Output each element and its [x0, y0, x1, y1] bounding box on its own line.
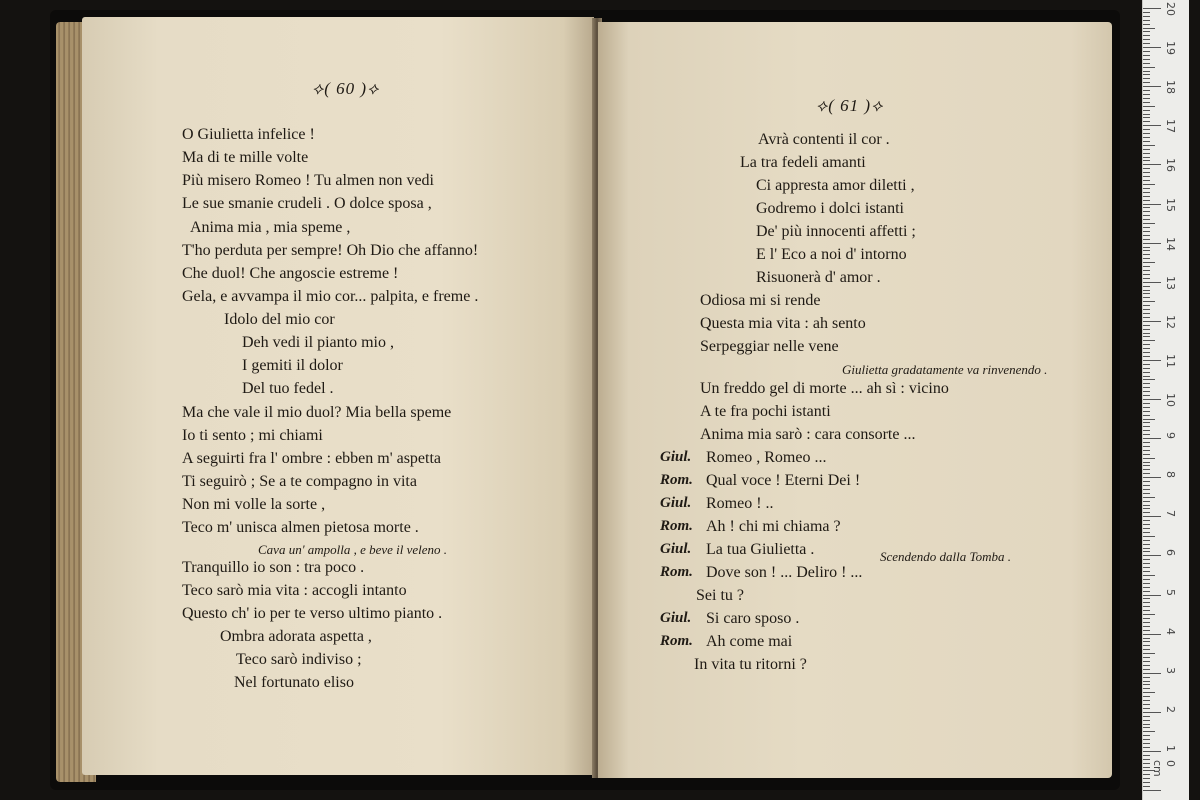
text-line: Anima mia , mia speme ,	[190, 219, 351, 236]
text-line: E l' Eco a noi d' intorno	[756, 246, 907, 263]
ruler-minor-tick	[1143, 20, 1150, 21]
ruler-minor-tick	[1143, 344, 1150, 345]
ruler-minor-tick	[1143, 227, 1150, 228]
ruler-minor-tick	[1143, 258, 1150, 259]
ruler-minor-tick	[1143, 563, 1150, 564]
ruler-minor-tick	[1143, 544, 1150, 545]
ruler-minor-tick	[1143, 505, 1150, 506]
ruler-label: 13	[1164, 275, 1177, 290]
ruler-minor-tick	[1143, 735, 1150, 736]
ruler-minor-tick	[1143, 305, 1150, 306]
ruler-minor-tick	[1143, 71, 1150, 72]
ruler-tick	[1143, 712, 1161, 713]
speaker-label: Giul.	[660, 449, 692, 465]
ruler-minor-tick	[1143, 117, 1150, 118]
ruler-minor-tick	[1143, 532, 1150, 533]
ruler-minor-tick	[1143, 207, 1150, 208]
ruler-minor-tick	[1143, 262, 1155, 263]
ruler-minor-tick	[1143, 442, 1150, 443]
ruler-minor-tick	[1143, 223, 1155, 224]
ruler-label: 4	[1164, 627, 1177, 635]
ruler-minor-tick	[1143, 395, 1150, 396]
ruler-minor-tick	[1143, 708, 1150, 709]
ruler-minor-tick	[1143, 536, 1155, 537]
text-line: Ti seguirò ; Se a te compagno in vita	[182, 473, 417, 490]
ruler-minor-tick	[1143, 51, 1150, 52]
ruler-tick	[1143, 555, 1161, 556]
ruler-minor-tick	[1143, 618, 1150, 619]
ruler-minor-tick	[1143, 641, 1150, 642]
ruler-minor-tick	[1143, 481, 1150, 482]
text-line: Ma di te mille volte	[182, 149, 309, 166]
ruler-minor-tick	[1143, 677, 1150, 678]
ruler-minor-tick	[1143, 387, 1150, 388]
ruler-minor-tick	[1143, 688, 1150, 689]
ruler-minor-tick	[1143, 649, 1150, 650]
ruler-tick	[1143, 751, 1161, 752]
ornament-left: ⟡(	[816, 96, 841, 115]
ruler-minor-tick	[1143, 133, 1150, 134]
ruler-minor-tick	[1143, 82, 1150, 83]
text-line: Questa mia vita : ah sento	[700, 315, 866, 332]
ruler-tick	[1143, 673, 1161, 674]
text-line: Anima mia sarò : cara consorte ...	[700, 426, 916, 443]
text-line: T'ho perduta per sempre! Oh Dio che affanno!	[182, 242, 479, 259]
ruler-minor-tick	[1143, 415, 1150, 416]
ruler-minor-tick	[1143, 286, 1150, 287]
ruler-minor-tick	[1143, 160, 1150, 161]
ruler-minor-tick	[1143, 293, 1150, 294]
ruler-minor-tick	[1143, 94, 1150, 95]
dialogue-line: Sei tu ?	[696, 587, 744, 604]
dialogue-line: Romeo ! ..	[706, 495, 774, 512]
ruler-minor-tick	[1143, 266, 1150, 267]
ruler-minor-tick	[1143, 333, 1150, 334]
ruler-label: 14	[1164, 236, 1177, 251]
ruler-minor-tick	[1143, 759, 1150, 760]
ruler-minor-tick	[1143, 692, 1155, 693]
ruler-minor-tick	[1143, 704, 1150, 705]
ruler-minor-tick	[1143, 411, 1150, 412]
text-line: Godremo i dolci istanti	[756, 200, 904, 217]
ruler-minor-tick	[1143, 35, 1150, 36]
ruler-minor-tick	[1143, 141, 1150, 142]
ruler-minor-tick	[1143, 727, 1150, 728]
ruler-tick	[1143, 204, 1161, 205]
dialogue-line: Dove son ! ... Deliro ! ...	[706, 564, 863, 581]
text-line: Le sue smanie crudeli . O dolce sposa ,	[182, 195, 432, 212]
ruler-minor-tick	[1143, 583, 1150, 584]
text-line: Ombra adorata aspetta ,	[220, 628, 372, 645]
ruler-minor-tick	[1143, 497, 1155, 498]
ruler-label: 9	[1164, 432, 1177, 440]
ruler-minor-tick	[1143, 168, 1150, 169]
ruler-tick	[1143, 86, 1161, 87]
ruler-label: 19	[1164, 41, 1177, 56]
speaker-label: Rom.	[660, 472, 693, 488]
ruler-tick	[1143, 634, 1161, 635]
ruler-minor-tick	[1143, 782, 1150, 783]
ruler-minor-tick	[1143, 434, 1150, 435]
text-line: La tra fedeli amanti	[740, 154, 866, 171]
ruler-minor-tick	[1143, 74, 1150, 75]
ruler-minor-tick	[1143, 462, 1150, 463]
ruler-minor-tick	[1143, 681, 1150, 682]
ruler-minor-tick	[1143, 78, 1150, 79]
ruler-minor-tick	[1143, 192, 1150, 193]
text-line: Più misero Romeo ! Tu almen non vedi	[182, 172, 434, 189]
ruler-minor-tick	[1143, 465, 1150, 466]
text-line: Teco sarò indiviso ;	[236, 651, 362, 668]
ruler-minor-tick	[1143, 489, 1150, 490]
ruler-minor-tick	[1143, 313, 1150, 314]
text-line: I gemiti il dolor	[242, 357, 343, 374]
ruler-tick	[1143, 321, 1161, 322]
ruler-minor-tick	[1143, 106, 1155, 107]
ruler-tick	[1143, 790, 1161, 791]
ruler-minor-tick	[1143, 372, 1150, 373]
text-line: De' più innocenti affetti ;	[756, 223, 916, 240]
ruler-label: 20	[1164, 2, 1177, 16]
text-line: Del tuo fedel .	[242, 380, 334, 397]
ruler-minor-tick	[1143, 235, 1150, 236]
ruler-minor-tick	[1143, 55, 1150, 56]
ruler-minor-tick	[1143, 59, 1150, 60]
ruler-minor-tick	[1143, 356, 1150, 357]
ruler-minor-tick	[1143, 512, 1150, 513]
ruler-minor-tick	[1143, 114, 1150, 115]
ruler-minor-tick	[1143, 145, 1155, 146]
stage-direction: Cava un' ampolla , e beve il veleno .	[258, 542, 448, 557]
ruler-minor-tick	[1143, 188, 1150, 189]
ruler-minor-tick	[1143, 551, 1150, 552]
ruler-minor-tick	[1143, 39, 1150, 40]
ruler-minor-tick	[1143, 290, 1150, 291]
text-line: Avrà contenti il cor .	[758, 131, 890, 148]
speaker-label: Rom.	[660, 633, 693, 649]
ornament-left: ⟡(	[312, 79, 337, 98]
speaker-label: Giul.	[660, 495, 692, 511]
text-line: Tranquillo io son : tra poco .	[182, 559, 365, 576]
dialogue-line: Romeo , Romeo ...	[706, 449, 827, 466]
ruler-tick	[1143, 243, 1161, 244]
right-page	[598, 22, 1112, 778]
ruler-minor-tick	[1143, 473, 1150, 474]
ruler-label: 17	[1164, 119, 1177, 134]
ruler-minor-tick	[1143, 493, 1150, 494]
ruler-tick	[1143, 47, 1161, 48]
ruler-minor-tick	[1143, 336, 1150, 337]
ruler-minor-tick	[1143, 43, 1150, 44]
ruler-minor-tick	[1143, 684, 1150, 685]
ruler-minor-tick	[1143, 755, 1150, 756]
ruler-minor-tick	[1143, 180, 1150, 181]
ruler-minor-tick	[1143, 524, 1150, 525]
ruler-minor-tick	[1143, 301, 1155, 302]
ruler-minor-tick	[1143, 352, 1150, 353]
ruler-minor-tick	[1143, 247, 1150, 248]
ruler-minor-tick	[1143, 665, 1150, 666]
ornament-right: )⟡	[859, 96, 884, 115]
ruler-minor-tick	[1143, 297, 1150, 298]
ruler-minor-tick	[1143, 137, 1150, 138]
ruler-minor-tick	[1143, 696, 1150, 697]
ruler-tick	[1143, 282, 1161, 283]
text-line: A te fra pochi istanti	[700, 403, 831, 420]
ruler-label: 15	[1164, 197, 1177, 212]
speaker-label: Rom.	[660, 564, 693, 580]
text-line: Un freddo gel di morte ... ah sì : vicino	[700, 380, 949, 397]
ruler-minor-tick	[1143, 364, 1150, 365]
ruler-minor-tick	[1143, 157, 1150, 158]
ruler-minor-tick	[1143, 153, 1150, 154]
ruler-minor-tick	[1143, 325, 1150, 326]
ruler-minor-tick	[1143, 383, 1150, 384]
speaker-label: Giul.	[660, 541, 692, 557]
ruler-minor-tick	[1143, 379, 1155, 380]
ruler-minor-tick	[1143, 763, 1150, 764]
ruler-minor-tick	[1143, 368, 1150, 369]
ruler-minor-tick	[1143, 121, 1150, 122]
ruler-minor-tick	[1143, 16, 1150, 17]
ruler-minor-tick	[1143, 458, 1155, 459]
ruler-minor-tick	[1143, 340, 1155, 341]
ruler-minor-tick	[1143, 215, 1150, 216]
text-line: Ci appresta amor diletti ,	[756, 177, 915, 194]
ruler-minor-tick	[1143, 501, 1150, 502]
ruler-minor-tick	[1143, 669, 1150, 670]
text-line: Idolo del mio cor	[224, 311, 335, 328]
left-page-number-value: 60	[336, 79, 356, 98]
ruler-tick	[1143, 164, 1161, 165]
text-line: Odiosa mi si rende	[700, 292, 821, 309]
ruler-minor-tick	[1143, 630, 1150, 631]
ruler-minor-tick	[1143, 774, 1150, 775]
dialogue-line: Ah come mai	[706, 633, 793, 650]
ruler-tick	[1143, 516, 1161, 517]
ruler-minor-tick	[1143, 786, 1150, 787]
ruler-minor-tick	[1143, 31, 1150, 32]
ruler-label: 18	[1164, 80, 1177, 95]
ruler-minor-tick	[1143, 422, 1150, 423]
text-line: O Giulietta infelice !	[182, 126, 315, 143]
ruler-label: 5	[1164, 588, 1177, 596]
left-page	[82, 17, 594, 775]
text-line: Gela, e avvampa il mio cor... palpita, e freme .	[182, 288, 479, 305]
ruler-minor-tick	[1143, 567, 1150, 568]
ruler-minor-tick	[1143, 270, 1150, 271]
ruler-minor-tick	[1143, 778, 1150, 779]
text-line: Non mi volle la sorte ,	[182, 496, 326, 513]
right-page-number	[816, 94, 883, 117]
text-line: Serpeggiar nelle vene	[700, 338, 839, 355]
ruler-minor-tick	[1143, 571, 1150, 572]
ruler-minor-tick	[1143, 376, 1150, 377]
ruler-tick	[1143, 438, 1161, 439]
dialogue-line: Ah ! chi mi chiama ?	[706, 518, 841, 535]
ruler-minor-tick	[1143, 211, 1150, 212]
ruler-label: 10	[1164, 393, 1177, 407]
ruler-label: 6	[1164, 549, 1177, 557]
ruler-minor-tick	[1143, 446, 1150, 447]
ruler-label: 8	[1164, 471, 1177, 479]
ruler-minor-tick	[1143, 426, 1150, 427]
ruler-minor-tick	[1143, 610, 1150, 611]
ruler-minor-tick	[1143, 657, 1150, 658]
text-line: Deh vedi il pianto mio ,	[242, 334, 394, 351]
ruler-label: 11	[1164, 353, 1177, 368]
ruler-minor-tick	[1143, 700, 1150, 701]
ruler-minor-tick	[1143, 403, 1150, 404]
ruler-minor-tick	[1143, 469, 1150, 470]
ruler-minor-tick	[1143, 661, 1150, 662]
ruler-minor-tick	[1143, 12, 1150, 13]
text-line: Ma che vale il mio duol? Mia bella speme	[182, 404, 452, 421]
dialogue-line: La tua Giulietta .	[706, 541, 815, 558]
dialogue-line: Qual voce ! Eterni Dei !	[706, 472, 861, 489]
ruler-minor-tick	[1143, 67, 1155, 68]
dialogue-line: In vita tu ritorni ?	[694, 656, 807, 673]
text-line: Io ti sento ; mi chiami	[182, 427, 323, 444]
ruler-minor-tick	[1143, 638, 1150, 639]
speaker-label: Giul.	[660, 610, 692, 626]
ruler-minor-tick	[1143, 645, 1150, 646]
ruler-minor-tick	[1143, 184, 1155, 185]
ruler-minor-tick	[1143, 653, 1155, 654]
ruler-minor-tick	[1143, 720, 1150, 721]
ruler-tick	[1143, 399, 1161, 400]
stage-direction: Giulietta gradatamente va rinvenendo .	[842, 362, 1048, 377]
ruler-minor-tick	[1143, 254, 1150, 255]
ruler-label: 0 cm	[1151, 760, 1177, 777]
ruler-minor-tick	[1143, 250, 1150, 251]
ruler-minor-tick	[1143, 90, 1150, 91]
text-line: Teco sarò mia vita : accogli intanto	[182, 582, 407, 599]
ornament-right: )⟡	[355, 79, 380, 98]
ruler-minor-tick	[1143, 548, 1150, 549]
ruler-minor-tick	[1143, 602, 1150, 603]
ruler-minor-tick	[1143, 63, 1150, 64]
ruler-minor-tick	[1143, 559, 1150, 560]
ruler-minor-tick	[1143, 196, 1150, 197]
ruler-minor-tick	[1143, 767, 1150, 768]
ruler-minor-tick	[1143, 614, 1155, 615]
ruler-minor-tick	[1143, 606, 1150, 607]
ruler-minor-tick	[1143, 724, 1150, 725]
ruler-minor-tick	[1143, 219, 1150, 220]
ruler-minor-tick	[1143, 231, 1150, 232]
ruler-minor-tick	[1143, 98, 1150, 99]
ruler-minor-tick	[1143, 24, 1150, 25]
ruler-tick	[1143, 8, 1161, 9]
ruler-minor-tick	[1143, 528, 1150, 529]
ruler-minor-tick	[1143, 407, 1150, 408]
left-page-number	[312, 77, 379, 100]
ruler-minor-tick	[1143, 110, 1150, 111]
ruler-tick	[1143, 477, 1161, 478]
right-page-number-value: 61	[840, 96, 860, 115]
text-line: Teco m' unisca almen pietosa morte .	[182, 519, 419, 536]
ruler-tick	[1143, 595, 1161, 596]
ruler-minor-tick	[1143, 172, 1150, 173]
text-line: Risuonerà d' amor .	[756, 269, 881, 286]
measurement-ruler	[1142, 0, 1189, 800]
ruler-minor-tick	[1143, 739, 1150, 740]
ruler-minor-tick	[1143, 309, 1150, 310]
ruler-minor-tick	[1143, 278, 1150, 279]
ruler-minor-tick	[1143, 731, 1155, 732]
ruler-minor-tick	[1143, 587, 1150, 588]
ruler-minor-tick	[1143, 329, 1150, 330]
dialogue-line: Si caro sposo .	[706, 610, 800, 627]
ruler-minor-tick	[1143, 200, 1150, 201]
text-line: Questo ch' io per te verso ultimo pianto .	[182, 605, 443, 622]
text-line: A seguirti fra l' ombre : ebben m' aspetta	[182, 450, 442, 467]
ruler-minor-tick	[1143, 626, 1150, 627]
speaker-label: Rom.	[660, 518, 693, 534]
ruler-minor-tick	[1143, 747, 1150, 748]
ruler-minor-tick	[1143, 176, 1150, 177]
ruler-label: 16	[1164, 158, 1177, 173]
ruler-minor-tick	[1143, 591, 1150, 592]
ruler-minor-tick	[1143, 317, 1150, 318]
text-line: Che duol! Che angoscie estreme !	[182, 265, 399, 282]
ruler-minor-tick	[1143, 102, 1150, 103]
ruler-minor-tick	[1143, 508, 1150, 509]
ruler-minor-tick	[1143, 575, 1155, 576]
ruler-minor-tick	[1143, 598, 1150, 599]
ruler-minor-tick	[1143, 129, 1150, 130]
stage-direction: Scendendo dalla Tomba .	[880, 549, 1011, 564]
ruler-minor-tick	[1143, 743, 1150, 744]
ruler-minor-tick	[1143, 430, 1150, 431]
ruler-minor-tick	[1143, 28, 1155, 29]
ruler-minor-tick	[1143, 622, 1150, 623]
ruler-minor-tick	[1143, 716, 1150, 717]
ruler-minor-tick	[1143, 485, 1150, 486]
ruler-tick	[1143, 125, 1161, 126]
ruler-minor-tick	[1143, 454, 1150, 455]
ruler-minor-tick	[1143, 274, 1150, 275]
ruler-minor-tick	[1143, 540, 1150, 541]
text-line: Nel fortunato eliso	[234, 674, 354, 691]
ruler-label: 2	[1164, 705, 1177, 713]
ruler-tick	[1143, 360, 1161, 361]
ruler-label: 3	[1164, 666, 1177, 674]
ruler-minor-tick	[1143, 149, 1150, 150]
ruler-minor-tick	[1143, 579, 1150, 580]
ruler-minor-tick	[1143, 450, 1150, 451]
ruler-minor-tick	[1143, 419, 1155, 420]
ruler-label: 1	[1164, 744, 1177, 752]
ruler-label: 7	[1164, 510, 1177, 518]
ruler-label: 12	[1164, 314, 1177, 329]
ruler-minor-tick	[1143, 520, 1150, 521]
ruler-minor-tick	[1143, 391, 1150, 392]
ruler-minor-tick	[1143, 348, 1150, 349]
ruler-minor-tick	[1143, 239, 1150, 240]
